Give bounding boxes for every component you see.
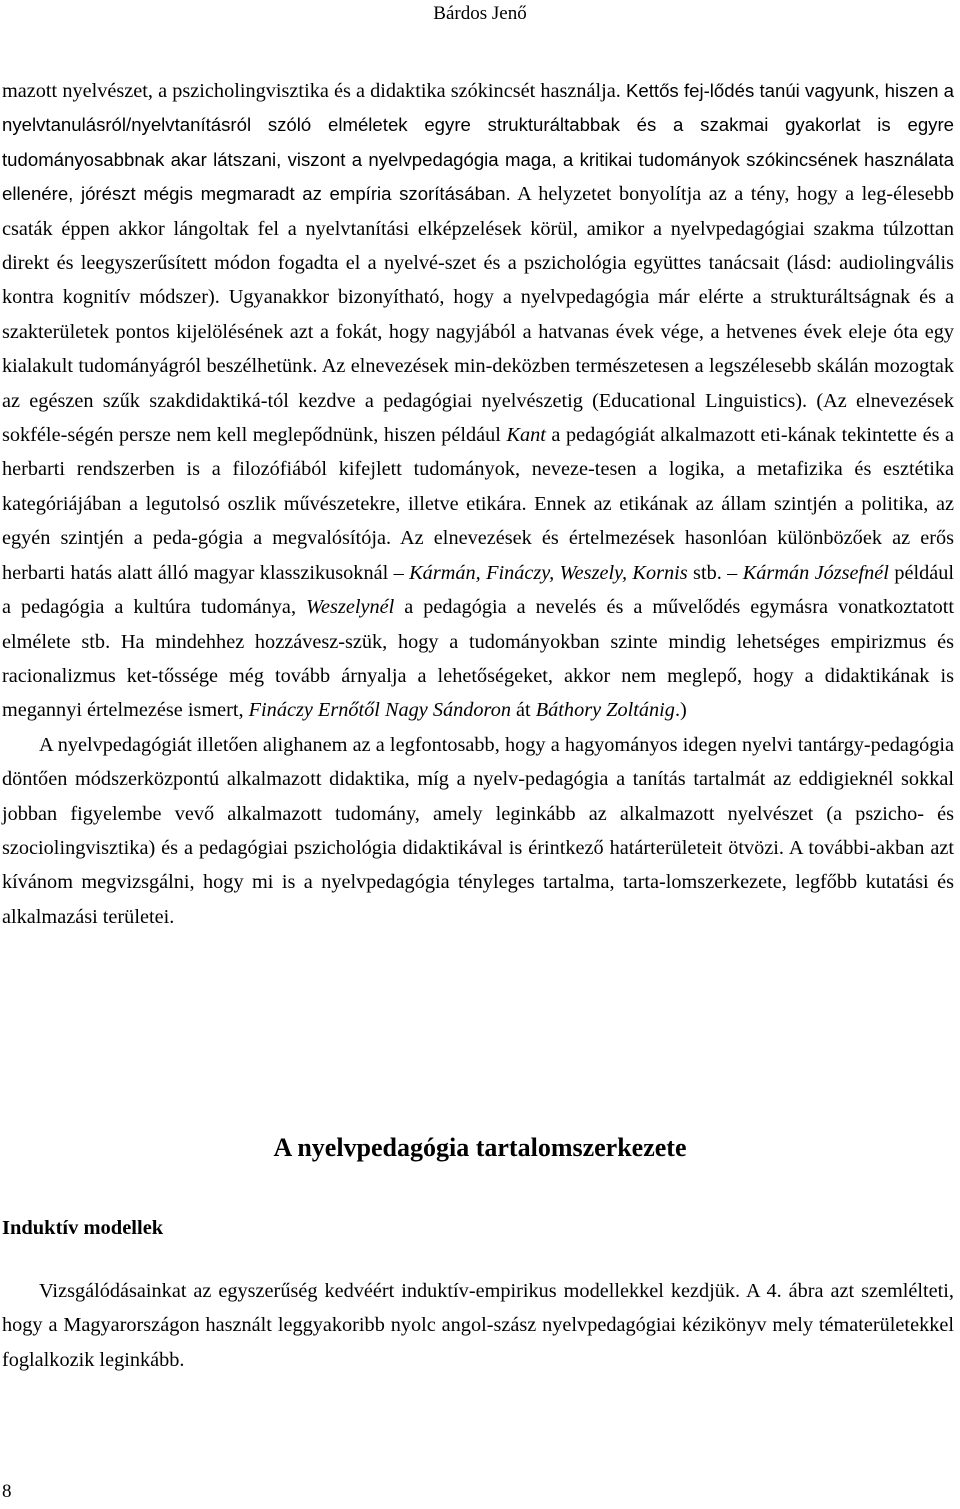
paragraph-1-text-6: például a pedagógia a kultúra tudománya, [2, 561, 955, 619]
names-classics: Kármán, Fináczy, Weszely, Kornis [409, 561, 688, 584]
subsection-title: Induktív modellek [2, 1217, 164, 1239]
paragraph-1-text-1: mazott nyelvészet, a pszicholingvisztika és a didaktika szókincsét használja. [2, 80, 627, 102]
name-bathory: Báthory Zoltánig [535, 699, 675, 722]
page-number: 8 [2, 1481, 12, 1502]
name-karman-jozsef: Kármán Józsefnél [742, 561, 889, 584]
paragraph-1 [2, 74, 954, 728]
body-text [2, 74, 954, 934]
name-weszely: Weszelynél [306, 596, 395, 619]
name-kant: Kant [506, 424, 546, 447]
paragraph-2: A nyelvpedagógiát illetően alighanem az a legfontosabb, hogy a hagyományos idegen nyelvi tantárgy-pedagógia döntően módszerközpontú alkalmazott didaktika, míg a nyelv-pedagógia a tanítás tartalmát az eddigieknél sokkal jobban figyelembe vevő alkalmazott tudomány, amely leginkább az alkalmazott nyelvészet (a pszicho- és szociolingvisztika) és a pedagógiai pszichológia didaktikával is érintkező határterületeit ötvözi. A további-akban azt kívánom megvizsgálni, hogy mi is a nyelvpedagógia tényleges tartalma, tarta-lomszerkezete, legfőbb kutatási és alkalmazási területei. [2, 733, 954, 928]
paragraph-3: Vizsgálódásainkat az egyszerűség kedvéért induktív-empirikus modellekkel kezdjük. A 4. ábra azt szemlélteti, hogy a Magyarországon használt leggyakoribb nyolc angol-szász nyelvpedagógiai kézikönyv mely tématerületekkel foglalkozik leginkább. [2, 1280, 954, 1371]
section-title: A nyelvpedagógia tartalomszerkezete [273, 1133, 687, 1162]
paragraph-1-text-2: Kettős fej-lődés tanúi vagyunk, hiszen a nyelvtanulásról/nyelvtanításról szóló elméletek egyre strukturáltabbak és a szakmai gyakorlat is egyre tudományosabbnak akar látszani, viszont a nyelvpedagógia maga, a kritikai tudományok szókincsének használata ellenére, jórészt mégis megmaradt az empíria szorításában. [2, 80, 954, 205]
paragraph-1-text-9: .) [674, 699, 687, 722]
paragraph-1-text-4: a pedagógiát alkalmazott eti-kának tekintette és a herbarti rendszerben is a filozófiából kifejlett tudományok, neveze-tesen a logika, a metafizika és esztétika kategóriájában a legutolsó oszlik művészetekre, illetve etikára. Ennek az etikának az állam szintjén a politika, az egyén szintjén a peda-gógia a megvalósítója. Az elnevezések és értelmezések hasonlóan különbözőek az erős herbarti hatás alatt álló magyar klasszikusoknál – [2, 424, 954, 584]
paragraph-1-text-8: át [510, 699, 536, 722]
paragraph-1-text-3: A helyzetet bonyolítja az a tény, hogy a leg-élesebb csaták éppen akkor lángoltak fel a nyelvtanítási elképzelések körül, amikor a nyelvpedagógiai szakma túlzottan direkt és leegyszerűsített módon fogadta el a nyelvé-szet és a pszichológia együttes tanácsait (lásd: audiolingvális kontra kognitív módszer). Ugyanakkor bizonyítható, hogy a nyelvpedagógia már elérte a strukturáltságnak és a szakterületek pontos kijelölésének azt a fokát, hogy nagyjából a hatvanas évek vége, a hetvenes évek eleje óta egy kialakult tudományágról beszélhetünk. Az elnevezések min-deközben természetesen a legszélesebb skálán mozogtak az egészen szűk szakdidaktiká-tól kezdve a pedagógiai nyelvészetig (Educational Linguistics). (Az elnevezések sokféle-ségén persze nem kell meglepődnünk, hiszen például [2, 183, 954, 447]
paragraph-1-text-5: stb. – [687, 561, 743, 584]
name-finaczy-nagy: Fináczy Ernőtől Nagy Sándoron [248, 699, 511, 722]
paragraph-1-text-7: a pedagógia a nevelés és a művelődés egymásra vonatkoztatott elmélete stb. Ha mindehhez hozzávesz-szük, hogy a tudományokban szinte mindig lehetséges empirizmus és racionalizmus ket-tőssége még tovább árnyalja a lehetőségeket, akkor nem meglepő, hogy a didaktikának is megannyi értelmezése ismert, [2, 596, 954, 722]
running-head: Bárdos Jenő [433, 3, 527, 24]
